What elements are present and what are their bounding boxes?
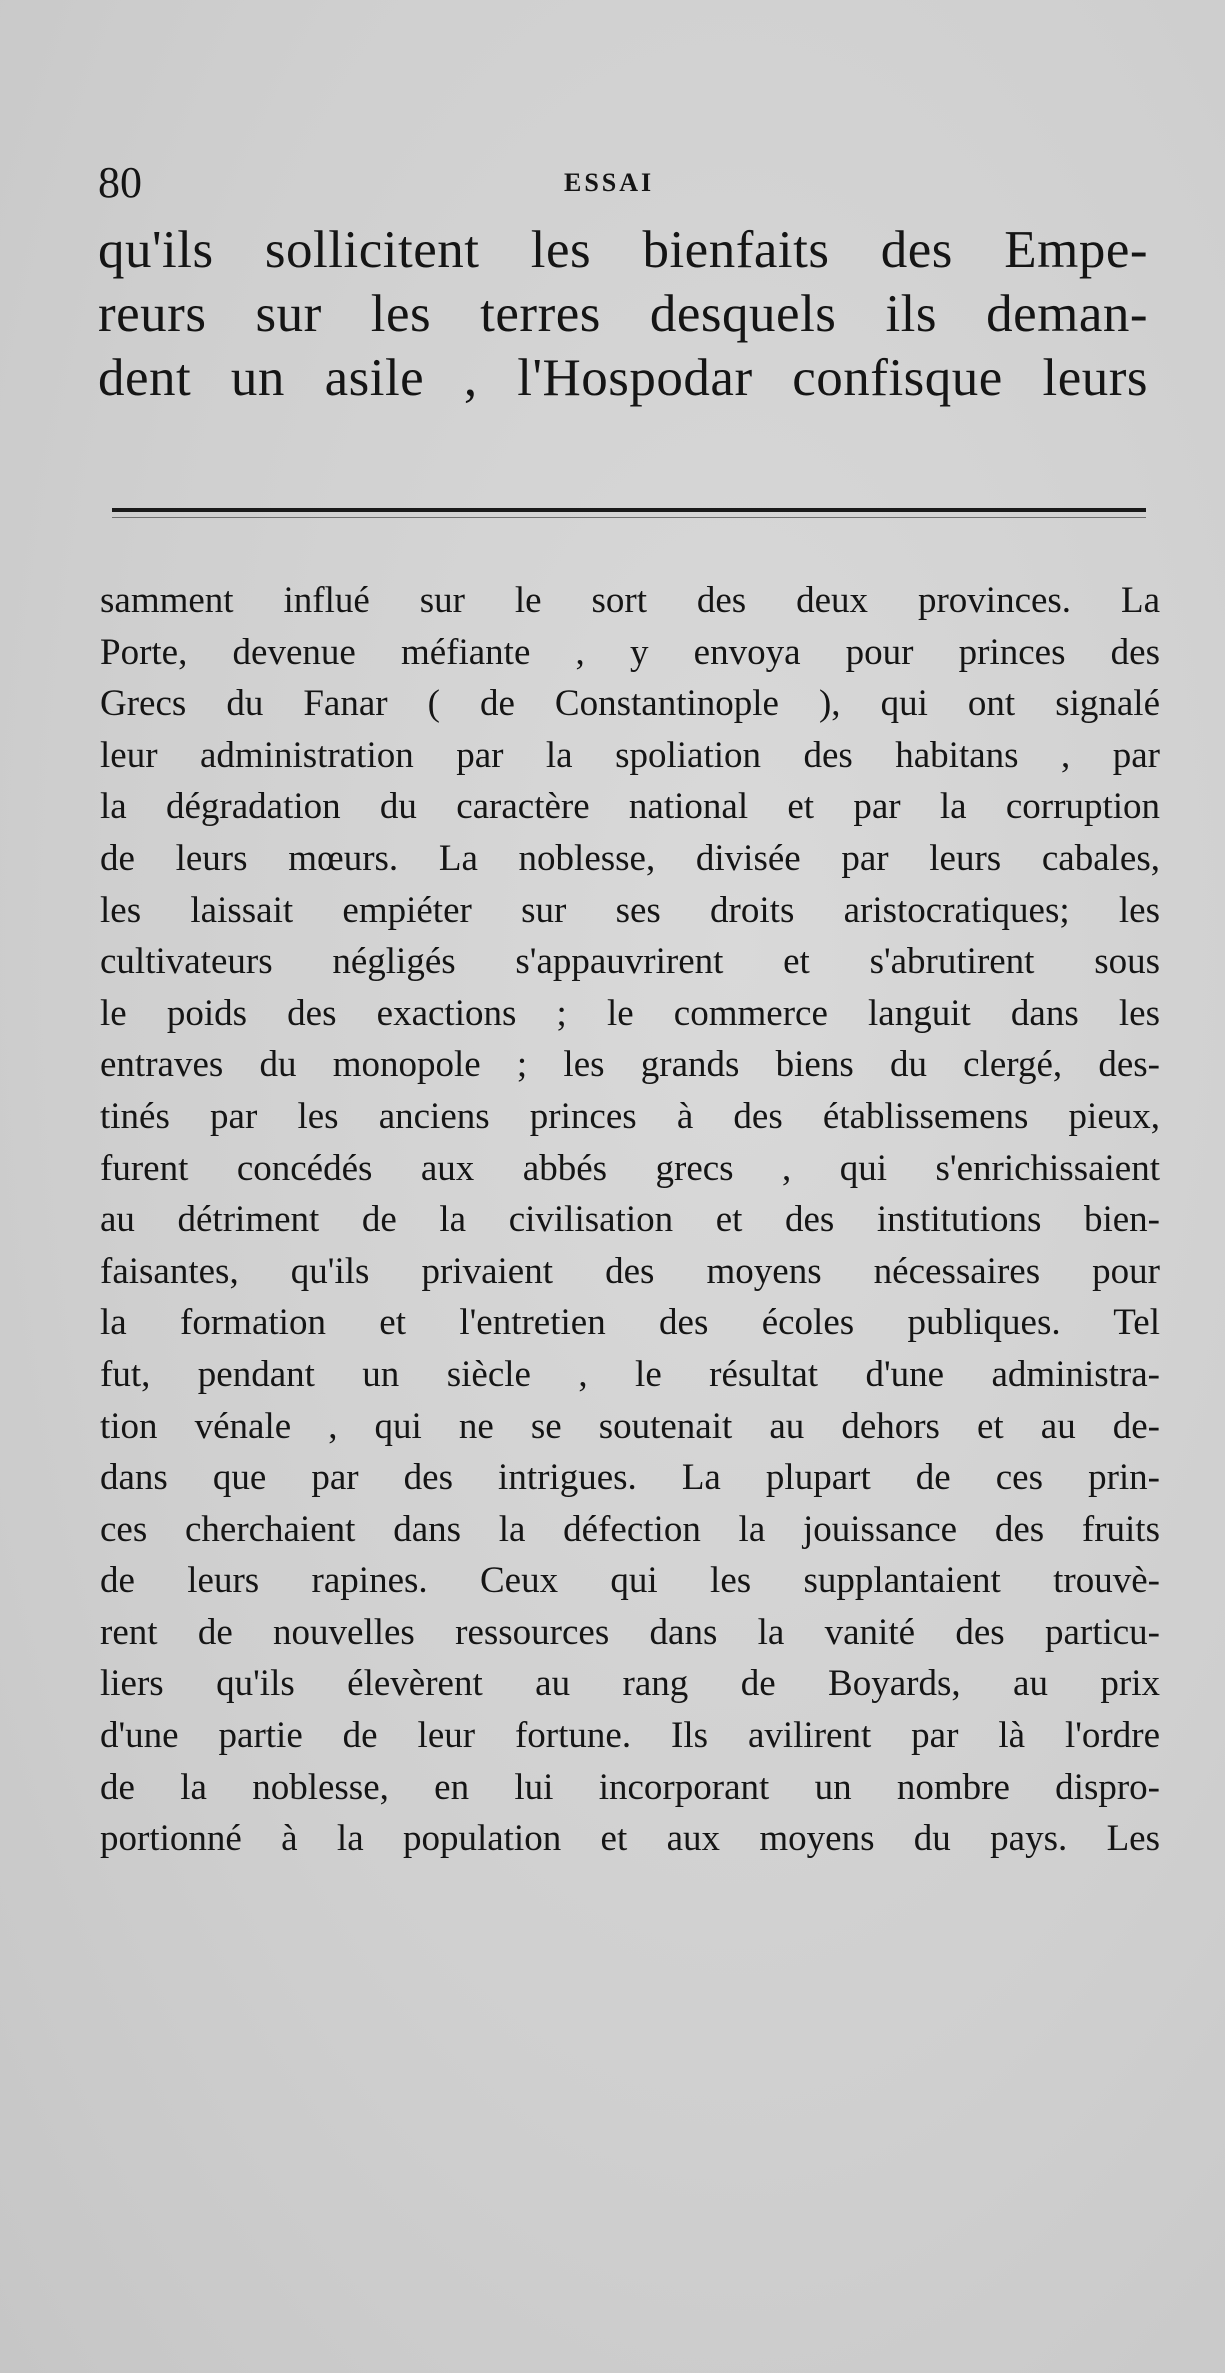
footnote-line: furent concédés aux abbés grecs , qui s'enrichissaient bbox=[100, 1147, 1160, 1189]
footnote-line: le poids des exactions ; le commerce languit dans les bbox=[100, 992, 1160, 1034]
page-header bbox=[98, 158, 1148, 208]
footnote-line: faisantes, qu'ils privaient des moyens nécessaires pour bbox=[100, 1250, 1160, 1292]
footnote-line: les laissait empiéter sur ses droits aristocratiques; les bbox=[100, 889, 1160, 931]
footnote-line: cultivateurs négligés s'appauvrirent et s'abrutirent sous bbox=[100, 941, 1160, 983]
footnote-line: entraves du monopole ; les grands biens du clergé, des- bbox=[100, 1044, 1160, 1086]
footnote-separator-rule-thin bbox=[112, 517, 1146, 518]
footnote-line: de leurs rapines. Ceux qui les supplantaient trouvè- bbox=[100, 1560, 1160, 1602]
footnote-line: ces cherchaient dans la défection la jouissance des fruits bbox=[100, 1508, 1160, 1550]
footnote-line: portionné à la population et aux moyens du pays. Les bbox=[100, 1818, 1160, 1860]
main-text-line: dent un asile , l'Hospodar confisque leurs bbox=[98, 349, 1148, 407]
footnote-line: liers qu'ils élevèrent au rang de Boyards, au prix bbox=[100, 1663, 1160, 1705]
footnote-line: samment influé sur le sort des deux provinces. La bbox=[100, 580, 1160, 621]
main-text-line: reurs sur les terres desquels ils deman- bbox=[98, 285, 1148, 343]
main-text-line: qu'ils sollicitent les bienfaits des Empe- bbox=[98, 221, 1148, 279]
footnote-separator-rule bbox=[112, 508, 1146, 512]
footnote-line: tinés par les anciens princes à des établissemens pieux, bbox=[100, 1095, 1160, 1137]
main-text-block bbox=[98, 218, 1148, 410]
footnote-line: d'une partie de leur fortune. Ils avilirent par là l'ordre bbox=[100, 1715, 1160, 1757]
footnote-line: la dégradation du caractère national et par la corruption bbox=[100, 786, 1160, 828]
footnote-line: la formation et l'entretien des écoles publiques. Tel bbox=[100, 1302, 1160, 1344]
footnote-line: leur administration par la spoliation des habitans , par bbox=[100, 734, 1160, 776]
footnote-line: de la noblesse, en lui incorporant un nombre dispro- bbox=[100, 1766, 1160, 1808]
footnote-line: fut, pendant un siècle , le résultat d'une administra- bbox=[100, 1353, 1160, 1395]
footnote-line: de leurs mœurs. La noblesse, divisée par leurs cabales, bbox=[100, 837, 1160, 879]
footnote-block bbox=[100, 575, 1160, 1865]
footnote-line: Grecs du Fanar ( de Constantinople ), qui ont signalé bbox=[100, 683, 1160, 725]
footnote-line: rent de nouvelles ressources dans la vanité des particu- bbox=[100, 1611, 1160, 1653]
footnote-line: au détriment de la civilisation et des institutions bien- bbox=[100, 1199, 1160, 1241]
page-number: 80 bbox=[98, 158, 142, 207]
footnote-line: Porte, devenue méfiante , y envoya pour princes des bbox=[100, 631, 1160, 673]
running-head: ESSAI bbox=[564, 168, 655, 197]
footnote-line: tion vénale , qui ne se soutenait au dehors et au de- bbox=[100, 1405, 1160, 1447]
footnote-line: dans que par des intrigues. La plupart de ces prin- bbox=[100, 1457, 1160, 1499]
